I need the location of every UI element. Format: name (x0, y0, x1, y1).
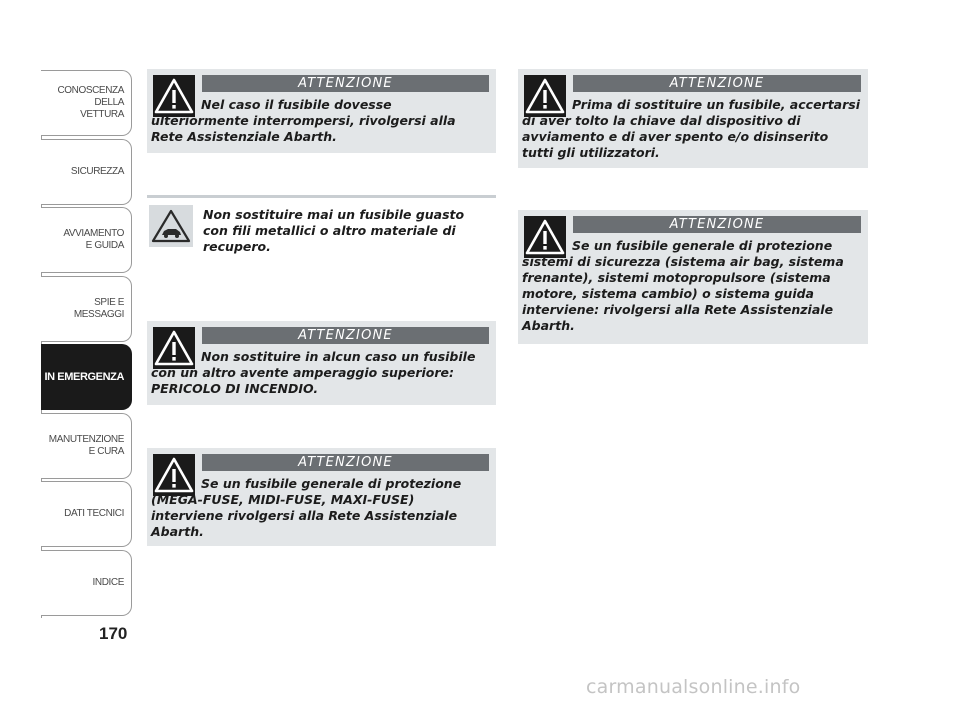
warning-heading: ATTENZIONE (202, 75, 489, 92)
warning-box-safety-systems (518, 210, 868, 344)
warning-box-fuse-repeat (147, 69, 496, 153)
warning-text: Se un fusibile generale di protezione sistemi di sicurezza (sistema air bag, sistema frenante), sistemi motopropulsore (sistema motore, sistema cambio) o sistema guida interviene: rivolgersi alla Rete Assistenziale Abarth. (522, 238, 844, 333)
note-text: Non sostituire mai un fusibile guasto con fili metallici o altro materiale di recupero. (203, 207, 465, 254)
tab-avviamento-e-guida[interactable] (41, 207, 132, 273)
car-note-icon (149, 205, 193, 247)
page-number: 170 (99, 624, 128, 643)
tab-sicurezza[interactable] (41, 139, 132, 205)
warning-text: Non sostituire in alcun caso un fusibile con un altro avente amperaggio superiore: PERICOLO DI INCENDIO. (151, 349, 476, 396)
tab-conoscenza-della-vettura[interactable] (41, 70, 132, 136)
warning-text: Prima di sostituire un fusibile, accertarsi di aver tolto la chiave dal dispositivo di avviamento e di aver spento e/o disinserito tutti gli utilizzatori. (522, 97, 861, 160)
tab-dati-tecnici[interactable] (41, 481, 132, 547)
warning-heading: ATTENZIONE (573, 75, 861, 92)
watermark: carmanualsonline.info (586, 676, 801, 698)
note-divider (147, 195, 496, 198)
warning-heading: ATTENZIONE (202, 327, 489, 344)
tab-label: AVVIAMENTO E GUIDA (63, 228, 124, 251)
tab-label: IN EMERGENZA (44, 371, 124, 383)
warning-heading: ATTENZIONE (202, 454, 489, 471)
warning-text: Se un fusibile generale di protezione (MEGA-FUSE, MIDI-FUSE, MAXI-FUSE) interviene rivolgersi alla Rete Assistenziale Abarth. (151, 476, 462, 539)
tab-in-emergenza[interactable] (41, 344, 132, 410)
warning-box-amperage (147, 321, 496, 405)
tab-indice[interactable] (41, 550, 132, 616)
tab-label: CONOSCENZA DELLA VETTURA (57, 85, 124, 120)
tab-label: DATI TECNICI (64, 508, 124, 519)
warning-heading: ATTENZIONE (573, 216, 861, 233)
tab-spie-e-messaggi[interactable] (41, 276, 132, 342)
warning-box-mega-fuse (147, 448, 496, 546)
warning-box-before-replace (518, 69, 868, 168)
tab-manutenzione-e-cura[interactable] (41, 413, 132, 479)
tab-label: INDICE (92, 577, 124, 588)
tab-label: MANUTENZIONE E CURA (48, 434, 124, 457)
tab-label: SICUREZZA (70, 166, 124, 177)
warning-text: Nel caso il fusibile dovesse ulteriormente interrompersi, rivolgersi alla Rete Assistenziale Abarth. (151, 97, 456, 144)
tab-label: SPIE E MESSAGGI (73, 297, 124, 320)
